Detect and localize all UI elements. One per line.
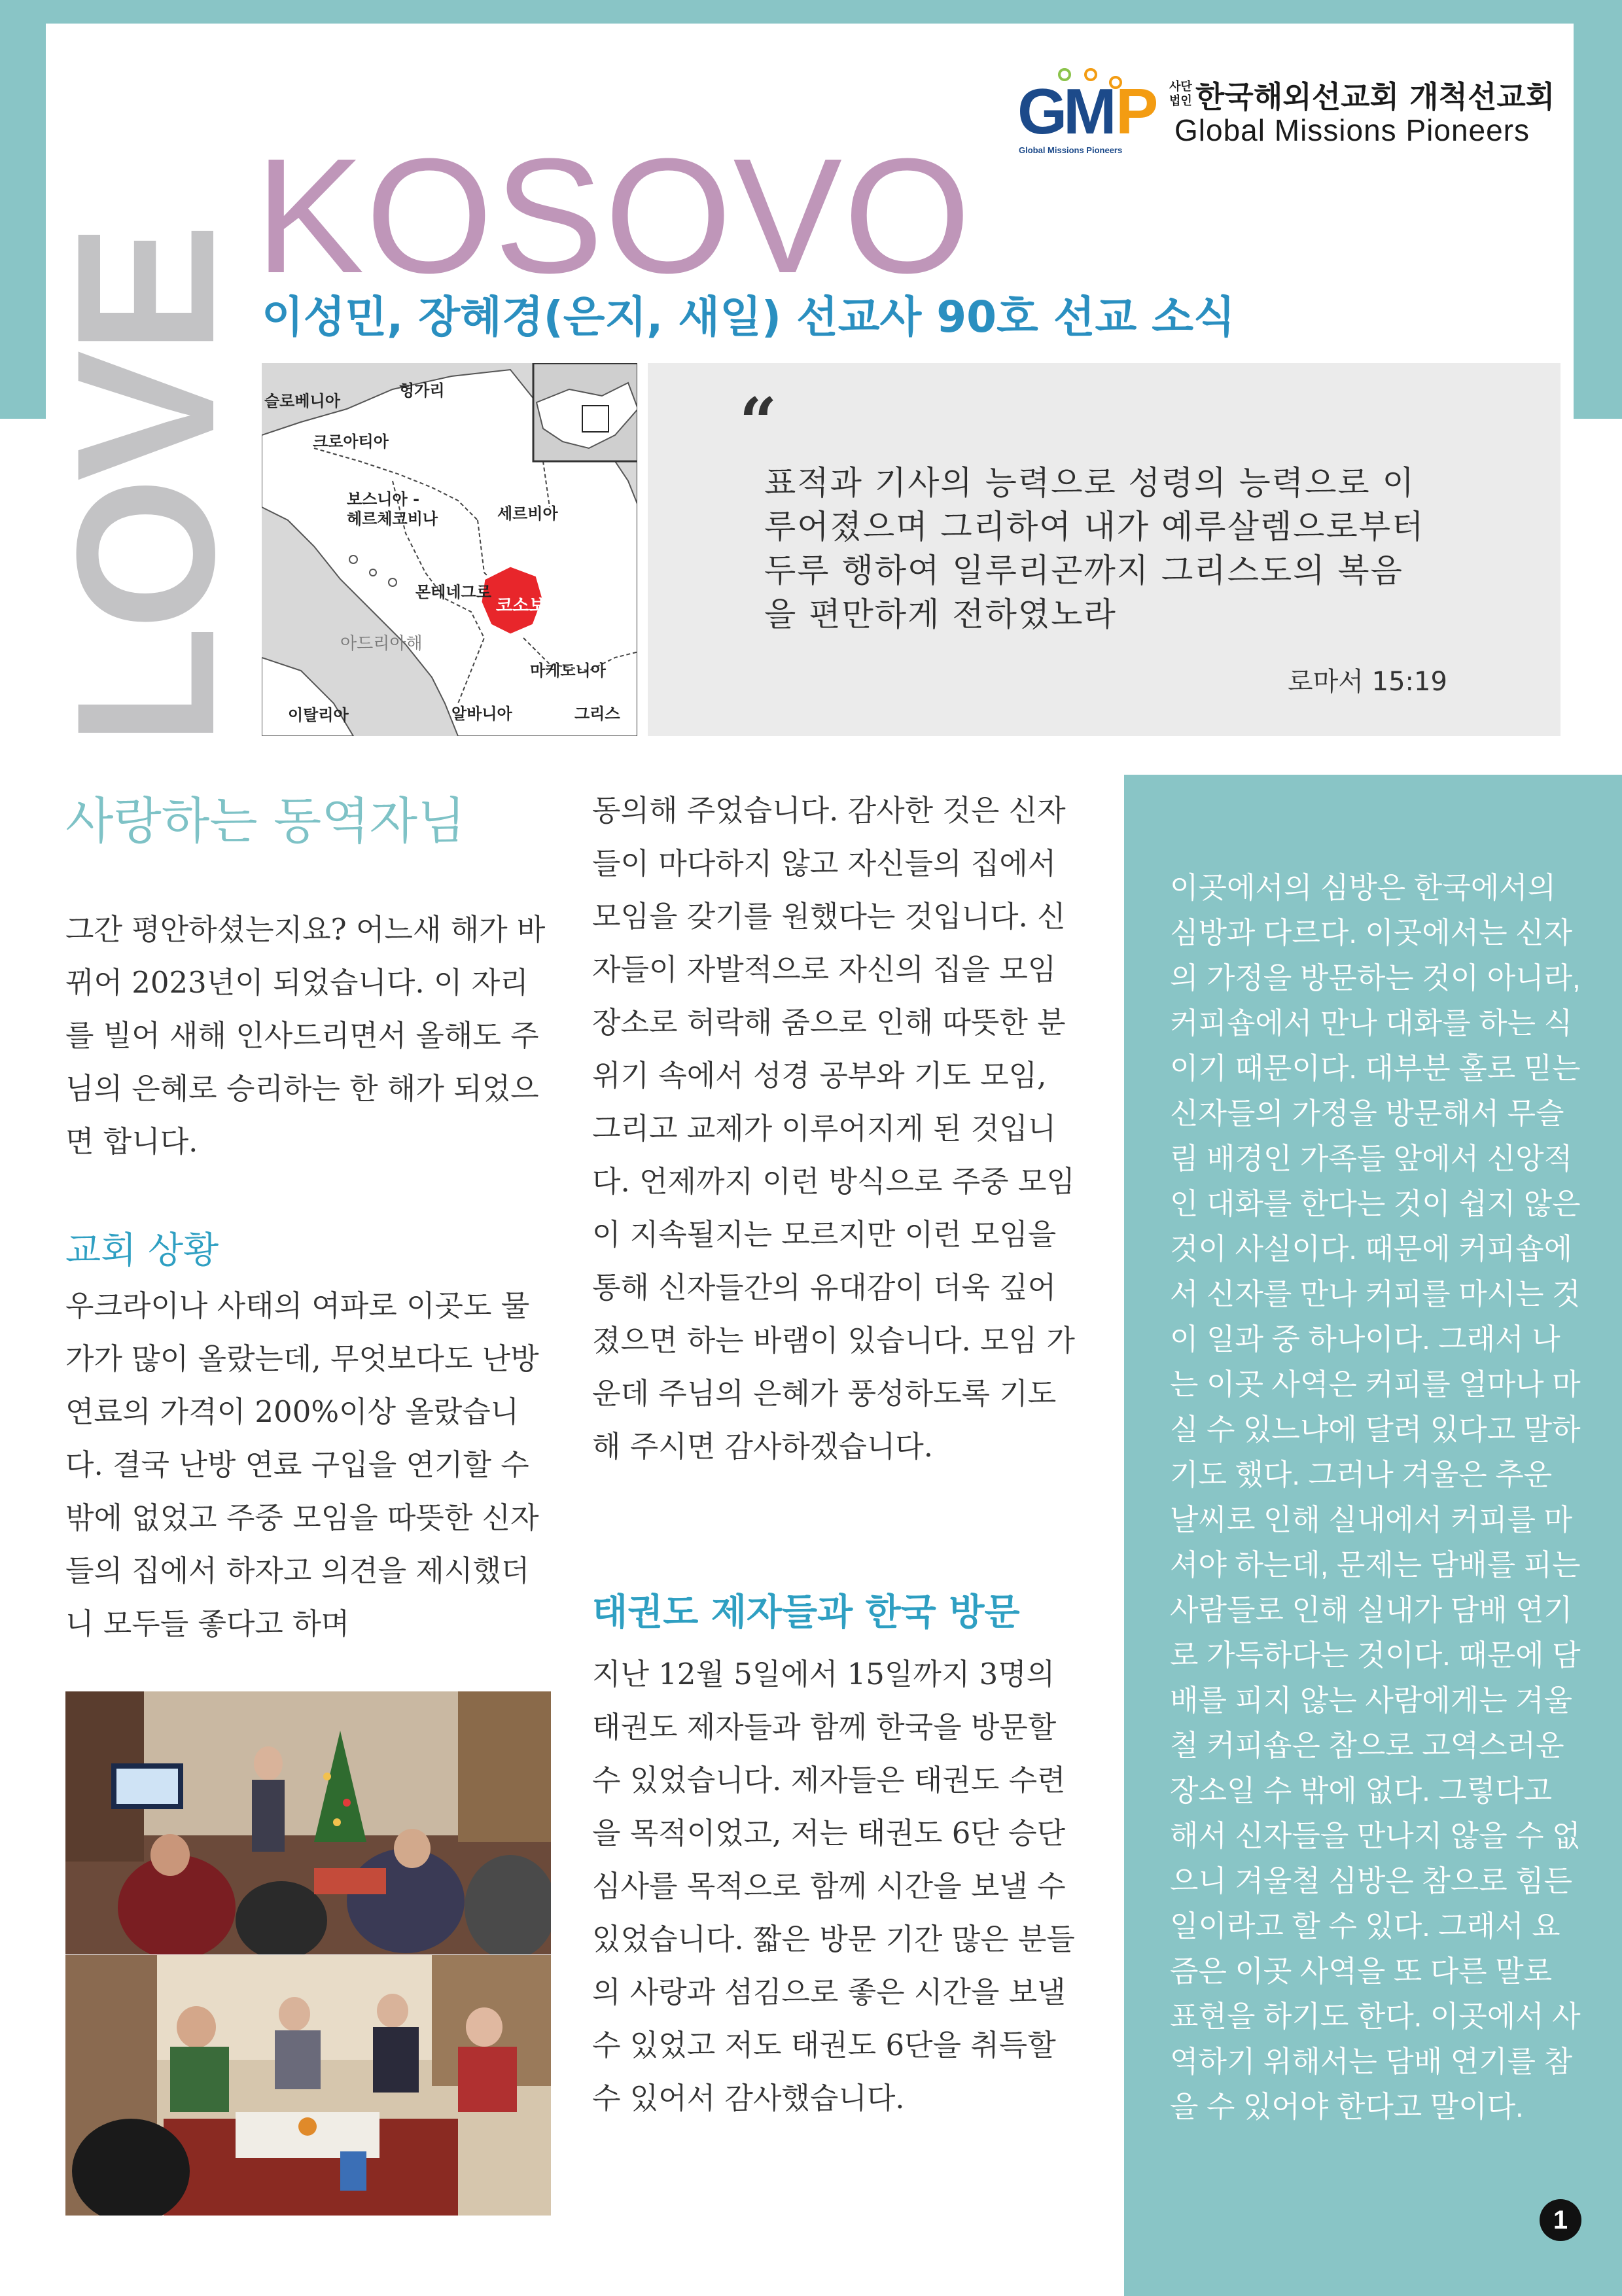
map-label-croatia: 크로아티아 — [313, 433, 389, 451]
quote-text: 표적과 기사의 능력으로 성령의 능력으로 이루어졌으며 그리하여 내가 예루살렘으로부터 두루 행하여 일루리곤까지 그리스도의 복음을 편만하게 전하였노라 — [764, 464, 1425, 633]
map-label-serbia: 세르비아 — [497, 504, 558, 523]
map-label-macedonia: 마케도니아 — [530, 662, 606, 680]
map-label-kosovo: 코소보 — [496, 596, 546, 616]
home-meeting-photo-2 — [65, 1955, 551, 2216]
svg-text:P: P — [1116, 75, 1159, 140]
greeting-heading: 사랑하는 동역자님 — [65, 792, 466, 850]
taekwondo-heading: 태권도 제자들과 한국 방문 — [592, 1591, 1020, 1634]
home-meeting-photo-1-image-icon — [65, 1691, 551, 1954]
kosovo-map — [262, 363, 641, 736]
greeting-text: 그간 평안하셨는지요? 어느새 해가 바뀌어 2023년이 되었습니다. 이 자리를 빌어 새해 인사드리면서 올해도 주님의 은혜로 승리하는 한 해가 되었으면 합니다. — [65, 912, 546, 1159]
scripture-quote-box — [648, 363, 1560, 736]
map-label-hungary: 헝가리 — [399, 381, 445, 400]
map-label-herzegovina: 헤르체코비나 — [347, 510, 438, 528]
gmp-logo — [1017, 56, 1560, 161]
church-text-left: 우크라이나 사태의 여파로 이곳도 물가가 많이 올랐는데, 무엇보다도 난방 연료의 가격이 200%이상 올랐습니다. 결국 난방 연료 구입을 연기할 수 밖에 없었고 주중 모임을 따뜻한 신자들의 집에서 하자고 의견을 제시했더니 모두들 좋다고 하며 — [65, 1288, 539, 1641]
logo-corp-tag: 사단법인 — [1169, 80, 1192, 108]
quote-mark: “ — [739, 383, 777, 461]
map-label-albania: 알바니아 — [451, 705, 512, 723]
sidebar-text: 이곳에서의 심방은 한국에서의 심방과 다르다. 이곳에서는 신자의 가정을 방문하는 것이 아니라, 커피숍에서 만나 대화를 하는 식이기 때문이다. 대부분 홀로 믿는 신자들의 가정을 방문해서 무슬림 배경인 가족들 앞에서 신앙적인 대화를 한다는 것이 쉽지 않은 것이 사실이다. 때문에 커피숍에서 신자를 만나 커피를 마시는 것이 일과 중 하나이다. 그래서 나는 이곳 사역은 커피를 얼마나 마실 수 있느냐에 달려 있다고 말하기도 했다. 그러나 겨울은 추운 날씨로 인해 실내에서 커피를 마셔야 하는데, 문제는 담배를 피는 사람들로 인해 실내가 담배 연기로 가득하다는 것이다. 때문에 담배를 피지 않는 사람에게는 겨울철 커피숍은 참으로 고역스러운 장소일 수 밖에 없다. 그렇다고 해서 신자들을 만나지 않을 수 없으니 겨울철 심방은 참으로 힘든 일이라고 할 수 있다. 그래서 요즘은 이곳 사역을 또 다른 말로 표현을 하기도 한다. 이곳에서 사역하기 위해서는 담배 연기를 참을 수 있어야 한다고 말이다. — [1170, 871, 1581, 2123]
sidebar-panel — [1124, 775, 1622, 2296]
church-heading: 교회 상황 — [65, 1229, 219, 1272]
vertical-love-title — [35, 98, 255, 746]
map-label-adriatic: 아드리아해 — [340, 634, 423, 654]
country-title: KOSOVO — [255, 124, 972, 307]
love-word: LOVE — [35, 227, 255, 746]
logo-name-korean: 한국해외선교회 개척선교회 — [1195, 79, 1555, 115]
svg-text:G: G — [1017, 75, 1068, 140]
quote-reference: 로마서 15:19 — [1288, 667, 1447, 697]
map-label-greece: 그리스 — [574, 705, 620, 723]
map-label-montenegro: 몬테네그로 — [415, 583, 491, 601]
logo-small-caption: Global Missions Pioneers — [1019, 145, 1123, 155]
taekwondo-text: 지난 12월 5일에서 15일까지 3명의 태권도 제자들과 함께 한국을 방문할 수 있었습니다. 제자들은 태권도 수련을 목적이었고, 저는 태권도 6단 승단 심사를 목적으로 함께 시간을 보낼 수 있었습니다. 짧은 방문 기간 많은 분들의 사랑과 섬김으로 좋은 시간을 보낼 수 있었고 저도 태권도 6단을 취득할 수 있어서 감사했습니다. — [592, 1657, 1075, 2115]
newsletter-subtitle: 이성민, 장혜경(은지, 새일) 선교사 90호 선교 소식 — [262, 292, 1235, 342]
page-number-badge: 1 — [1540, 2199, 1581, 2241]
home-meeting-photo-1 — [65, 1691, 551, 1954]
logo-name-english: Global Missions Pioneers — [1174, 113, 1530, 147]
gmp-logo-mark-icon — [1017, 68, 1161, 140]
church-text-right: 동의해 주었습니다. 감사한 것은 신자들이 마다하지 않고 자신들의 집에서 모임을 갖기를 원했다는 것입니다. 신자들이 자발적으로 자신의 집을 모임 장소로 허락해 줌으로 인해 따뜻한 분위기 속에서 성경 공부와 기도 모임, 그리고 교제가 이루어지게 된 것입니다. 언제까지 이런 방식으로 주중 모임이 지속될지는 모르지만 이런 모임을 통해 신자들간의 유대감이 더욱 깊어졌으면 하는 바램이 있습니다. 모임 가운데 주님의 은혜가 풍성하도록 기도해 주시면 감사하겠습니다. — [592, 793, 1075, 1464]
svg-text:M: M — [1063, 75, 1117, 140]
home-meeting-photo-2-image-icon — [65, 1955, 551, 2216]
map-label-bosnia: 보스니아 - — [347, 490, 420, 508]
map-label-slovenia: 슬로베니아 — [264, 392, 340, 410]
map-label-italy: 이탈리아 — [288, 706, 349, 724]
